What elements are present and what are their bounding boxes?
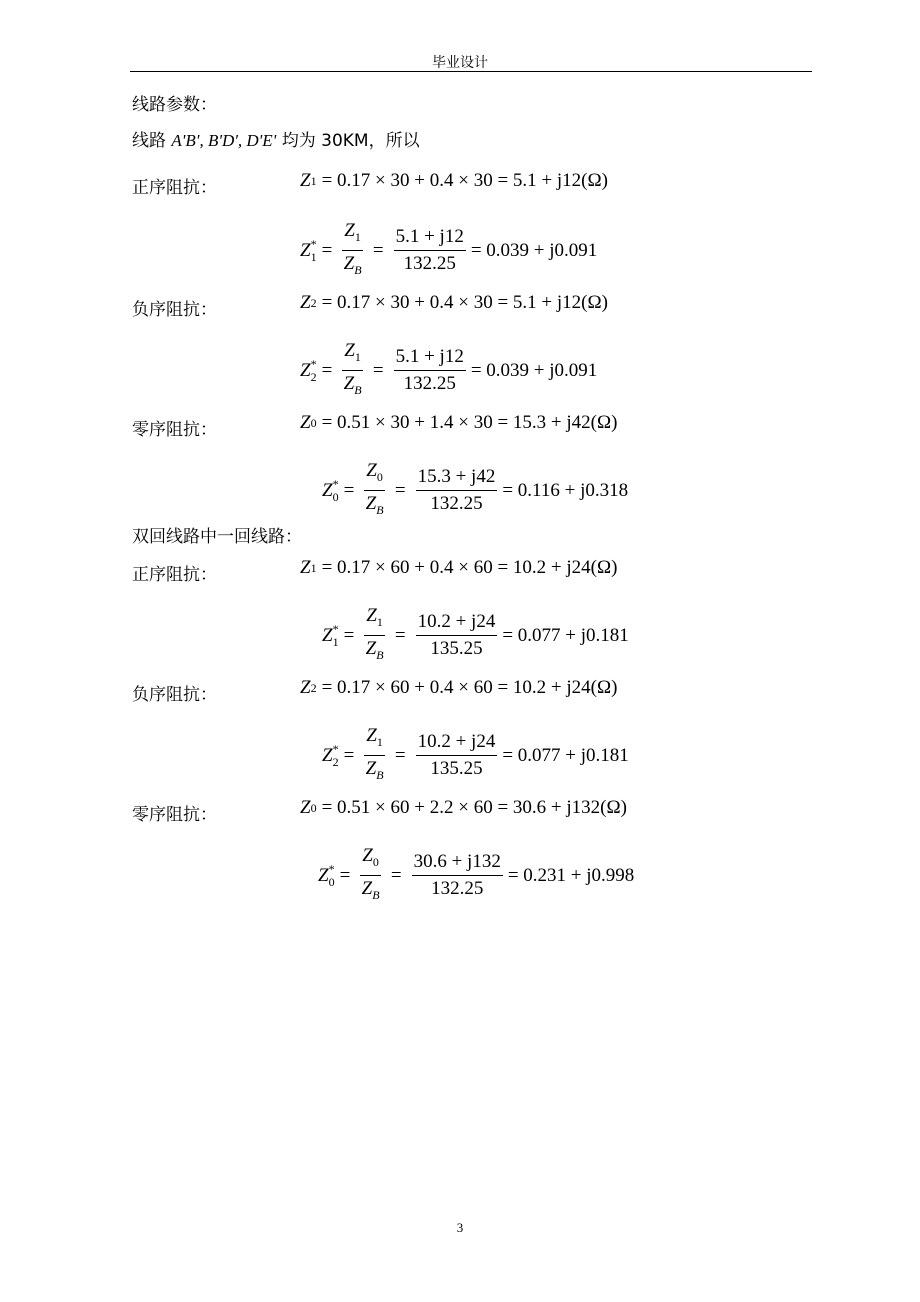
equation-z2: Z 2 = 0.17 × 30 + 0.4 × 30 = 5.1 + j12(Ω) — [300, 292, 608, 313]
label-negative-seq-double: 负序阻抗： — [132, 685, 217, 705]
equation-z2-pu-double: $Z^*_2$ = $\frac{Z_1}{Z_B}$ = $\frac{10.2 + j24}{135.25}$ = 0.077 + j0.181 — [322, 725, 629, 782]
page-header-title: 毕业设计 — [432, 55, 488, 71]
eq-subscript: 1 — [310, 249, 317, 264]
intro-sentence-pre: 线路 — [132, 131, 166, 151]
fraction-value: $\frac{5.1 + j12}{132.25}$ — [395, 226, 464, 274]
equation-z0: Z 0 = 0.51 × 30 + 1.4 × 30 = 15.3 + j42(Ω) — [300, 412, 618, 433]
eq-expression: = 0.17 × 30 + 0.4 × 30 = 5.1 + j12(Ω) — [321, 170, 608, 191]
eq-symbol: Z — [300, 170, 311, 191]
label-positive-seq: 正序阻抗： — [132, 178, 217, 198]
equation-z1 — [300, 170, 613, 192]
eq-symbol: Z — [300, 239, 311, 261]
eq-result: = 0.039 + j0.091 — [470, 239, 598, 261]
section-heading-double-circuit: 双回线路中一回线路： — [132, 527, 302, 547]
eq-subscript: 1 — [310, 173, 317, 188]
label-zero-seq-double: 零序阻抗： — [132, 805, 217, 825]
section-heading-line-params: 线路参数： — [132, 95, 217, 115]
header-rule — [130, 71, 812, 72]
intro-sentence — [132, 126, 420, 151]
equation-z2-double: Z 2 = 0.17 × 60 + 0.4 × 60 = 10.2 + j24(Ω) — [300, 677, 618, 698]
equation-z0-double: Z 0 = 0.51 × 60 + 2.2 × 60 = 30.6 + j132(Ω) — [300, 797, 627, 818]
equation-z1-pu: $Z^*_1$ = $\frac{Z_1}{Z_B}$ = $\frac{5.1 + j12}{132.25}$ = 0.039 + j0.091 — [300, 220, 597, 281]
page-number: 3 — [456, 1220, 464, 1235]
equation-z1-double: Z 1 = 0.17 × 60 + 0.4 × 60 = 10.2 + j24(Ω) — [300, 557, 618, 578]
label-positive-seq-double: 正序阻抗： — [132, 565, 217, 585]
label-zero-seq: 零序阻抗： — [132, 420, 217, 440]
label-negative-seq: 负序阻抗： — [132, 300, 217, 320]
fraction-z-over-zb: $\frac{Z_1}{Z_B}$ — [343, 220, 362, 277]
equation-z0-pu-double: $Z^*_0$ = $\frac{Z_0}{Z_B}$ = $\frac{30.6 + j132}{132.25}$ = 0.231 + j0.998 — [318, 845, 635, 902]
line-segments: A'B', B'D', D'E' — [171, 131, 277, 150]
equation-z0-pu: $Z^*_0$ = $\frac{Z_0}{Z_B}$ = $\frac{15.3 + j42}{132.25}$ = 0.116 + j0.318 — [322, 460, 629, 517]
intro-sentence-post: 均为 30KM，所以 — [281, 131, 420, 151]
equation-z1-pu-double: $Z^*_1$ = $\frac{Z_1}{Z_B}$ = $\frac{10.2 + j24}{135.25}$ = 0.077 + j0.181 — [322, 605, 629, 662]
equation-z2-pu: $Z^*_2$ = $\frac{Z_1}{Z_B}$ = $\frac{5.1 + j12}{132.25}$ = 0.039 + j0.091 — [300, 340, 598, 397]
